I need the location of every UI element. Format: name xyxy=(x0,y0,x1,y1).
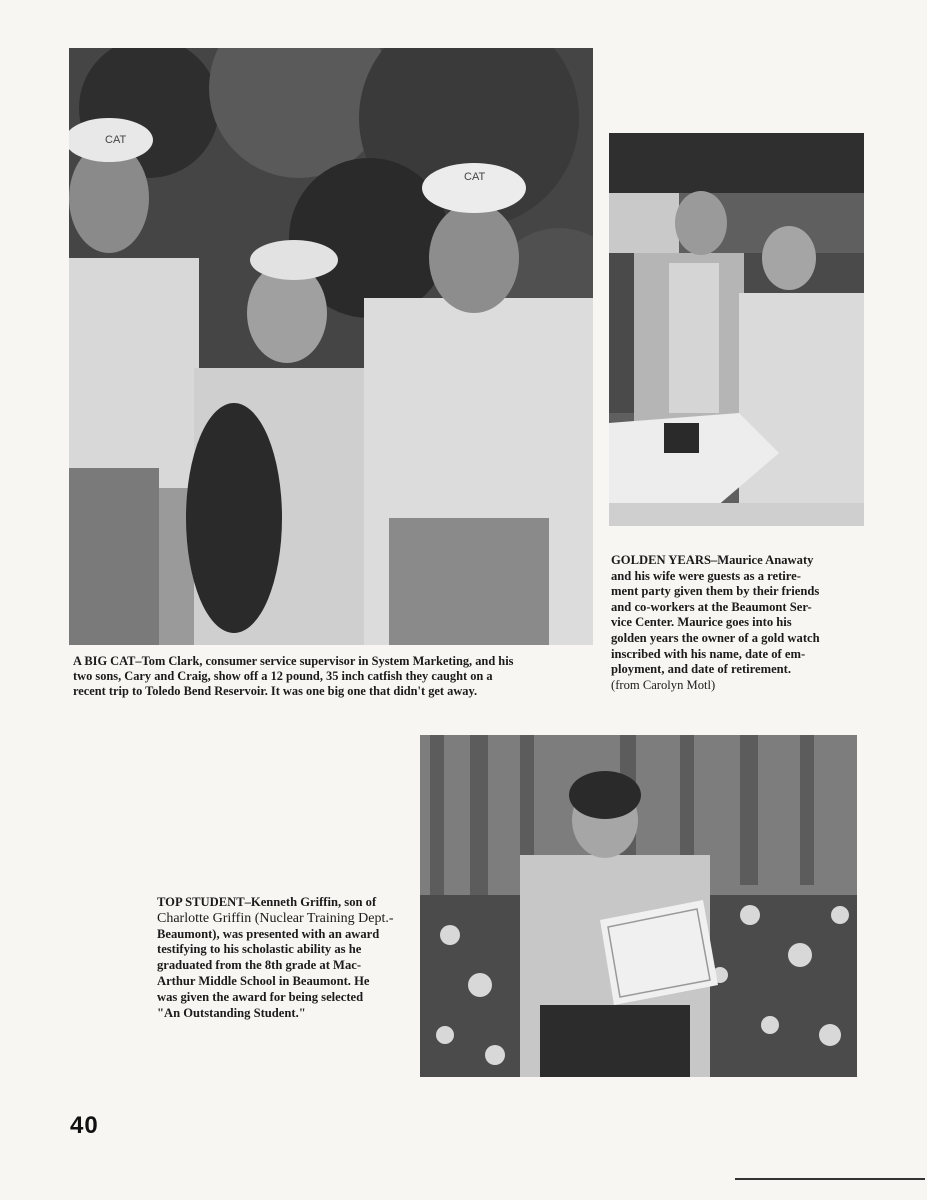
caption-line: Beaumont), was presented with an award xyxy=(157,926,380,941)
caption-line: (from Carolyn Motl) xyxy=(611,677,716,692)
caption-line: ployment, and date of retirement. xyxy=(611,662,792,677)
caption-line: graduated from the 8th grade at Mac- xyxy=(157,958,362,973)
top-student-caption xyxy=(157,895,419,1021)
cap-logo-text-2: CAT xyxy=(464,171,486,183)
caption-line: Charlotte Griffin (Nuclear Training Dept.- xyxy=(157,910,394,926)
caption-line: and co-workers at the Beaumont Ser- xyxy=(611,599,812,614)
caption-line: two sons, Cary and Craig, show off a 12 pound, 35 inch catfish they caught on a xyxy=(73,669,493,684)
golden-years-caption xyxy=(611,553,873,693)
caption-line: TOP STUDENT–Kenneth Griffin, son of xyxy=(157,895,377,909)
caption-line: recent trip to Toledo Bend Reservoir. It was one big one that didn't get away. xyxy=(73,684,478,699)
top-student-photo xyxy=(420,735,857,1077)
caption-line: inscribed with his name, date of em- xyxy=(611,646,806,661)
caption-line: GOLDEN YEARS–Maurice Anawaty xyxy=(611,553,814,567)
caption-line: "An Outstanding Student." xyxy=(157,1005,306,1020)
caption-line: A BIG CAT–Tom Clark, consumer service supervisor in System Marketing, and his xyxy=(73,654,514,668)
big-cat-photo xyxy=(69,48,593,645)
caption-line: ment party given them by their friends xyxy=(611,584,820,599)
caption-line: and his wife were guests as a retire- xyxy=(611,568,801,583)
golden-years-photo xyxy=(609,133,864,526)
caption-line: was given the award for being selected xyxy=(157,989,364,1004)
caption-line: vice Center. Maurice goes into his xyxy=(611,615,792,630)
footer-rule xyxy=(735,1178,925,1180)
page-number: 40 xyxy=(70,1112,99,1139)
caption-line: Arthur Middle School in Beaumont. He xyxy=(157,973,370,988)
caption-line: golden years the owner of a gold watch xyxy=(611,630,820,645)
caption-line: testifying to his scholastic ability as he xyxy=(157,942,362,957)
big-cat-caption xyxy=(73,654,593,700)
cap-logo-text-1: CAT xyxy=(105,134,127,146)
